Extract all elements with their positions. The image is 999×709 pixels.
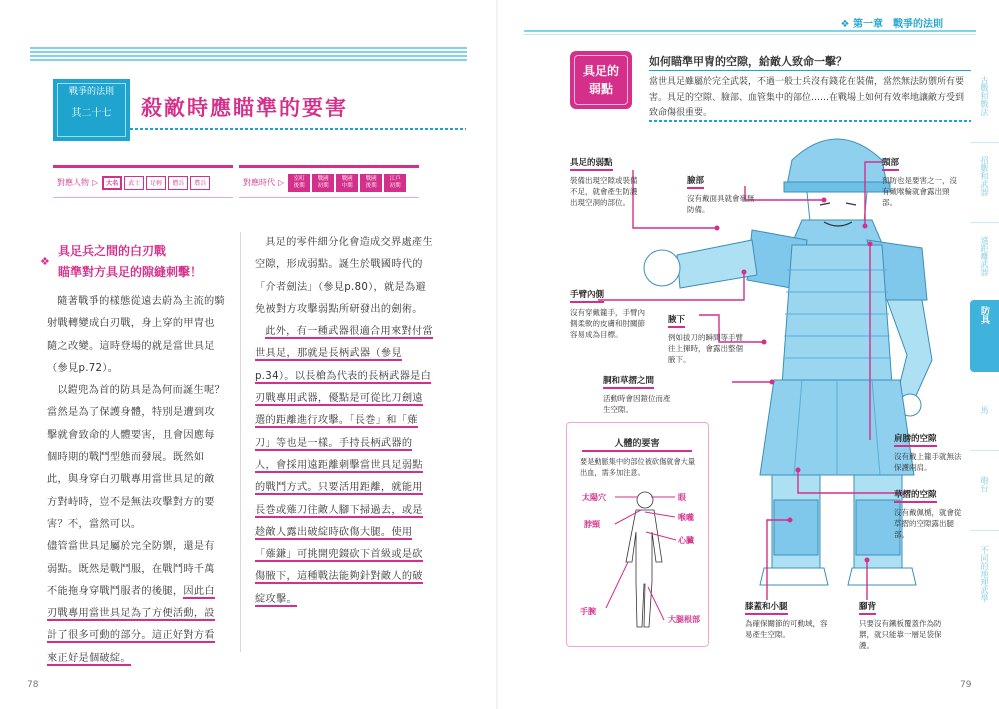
tab-chapter[interactable]: 馬	[980, 406, 989, 414]
callout-title-back: 腳背	[859, 600, 876, 615]
callout-title-weakness: 具足的弱點	[570, 156, 613, 171]
column-divider	[240, 232, 241, 652]
tab-chapter[interactable]: 古戰和戰法	[980, 76, 989, 116]
era-tag: 室町 後期	[288, 174, 310, 192]
tab-chapter[interactable]: 砲台	[980, 476, 989, 492]
callout-title-armpit: 腋下	[668, 313, 685, 328]
top-decorative-stripe	[30, 47, 467, 61]
vital-label: 手腕	[580, 607, 596, 616]
era-tag: 江戶 初期	[384, 174, 406, 192]
callout-text-knee: 為確保關節的可動域，容易產生空隙。	[745, 619, 828, 639]
vital-label: 眼	[678, 493, 686, 502]
left-page	[0, 0, 497, 709]
underlined-text: 此外，有一種武器很適合用來對付當世具足，那就是長柄武器（參見p.34）。	[255, 326, 433, 382]
vital-label: 心臟	[678, 536, 694, 545]
tab-chapter-active[interactable]: 防具	[970, 300, 999, 372]
chapter-title: 第一章 戰爭的法則	[853, 19, 943, 30]
diamond-icon: ❖	[40, 255, 50, 268]
paragraph	[255, 321, 433, 611]
callout-title-arm: 手臂內側	[570, 288, 604, 303]
era-tag: 戰國 後期	[360, 174, 382, 192]
heading-line2: 瞄準對方具足的隙縫刺擊！	[58, 265, 203, 279]
tab-chapter[interactable]: 遠距離武器	[980, 236, 989, 276]
rule-badge	[53, 79, 130, 141]
paragraph: 隨著戰爭的樣態從遠去蔚為主流的騎射戰轉變成白刃戰，身上穿的甲冑也隨之改變。這時登場的就是當世具足（參見p.72）。	[47, 296, 225, 374]
body-column-2	[255, 232, 433, 611]
arrow-right-icon: ▷	[92, 178, 99, 187]
target-tag: 武士	[124, 176, 144, 190]
bar-underline	[53, 197, 233, 198]
callout-text-skirt: 沒有戴佩楯，就會從草摺的空隙露出腿部。	[894, 508, 962, 539]
diamond-icon: ❖	[840, 19, 850, 30]
vital-points-text: 要是動脈集中的部位被砍傷就會大量出血，需多加注意。	[580, 457, 696, 477]
page-number: 78	[27, 680, 39, 690]
callout-text-weakness: 裝備出現空隙或裝備不足，就會產生防護出現空洞的部位。	[570, 176, 638, 207]
vital-points-title: 人體的要害	[614, 439, 660, 449]
underlined-text: 因此白刃戰專用當世具足為了方便活動，設計了很多可動的部分。這正好對方看來正好是個破綻。	[47, 585, 215, 664]
target-tag: 大名	[102, 176, 122, 190]
paragraph: 以鎧兜為首的防具是為何而誕生呢？當然是為了保護身體，特別是遭到攻擊就會致命的人體要害，且會因應每個時期的戰鬥型態而發展。既然如此，與身穿白刃戰專用當世具足的敵方對峙時，豈不是無法攻擊對方的要害？不，當然可以。	[47, 385, 225, 530]
badge-line1: 戰爭的法則	[68, 87, 114, 97]
badge-line2: 其二十七	[71, 108, 112, 119]
callout-text-armpit: 例如拔刀的瞬間等手臂往上揮時，會露出整個腋下。	[668, 333, 743, 364]
vital-label: 大腿根部	[668, 615, 700, 624]
body-column-1	[47, 291, 225, 670]
callout-text-back: 只要沒有鐵板覆蓋作為防禦，就只能靠一層足袋保護。	[859, 619, 942, 650]
callout-text-waist: 活動時會因鎧位而產生空隙。	[603, 394, 671, 414]
arrow-right-icon: ▷	[278, 178, 285, 187]
callout-title-shoulder: 肩膀的空隙	[894, 432, 937, 447]
callout-title-waist: 胴和草摺之間	[603, 374, 654, 389]
vital-label: 太陽穴	[582, 493, 606, 502]
callout-title-skirt: 草摺的空隙	[894, 488, 937, 503]
heading-line1: 具足兵之間的白刃戰	[58, 244, 167, 258]
bar-underline	[239, 197, 419, 198]
callout-title-face: 臉部	[687, 174, 704, 189]
badge-line2: 弱點	[588, 82, 613, 96]
question-title: 如何瞄準甲冑的空隙，給敵人致命一擊？	[649, 55, 847, 68]
callout-title-knee: 膝蓋和小腿	[745, 600, 788, 615]
tab-chapter[interactable]: 不同的地理武學	[980, 546, 989, 602]
tab-chapter[interactable]: 招數和武器	[980, 156, 989, 196]
callout-text-shoulder: 沒有戴上籠手就無法保護兩肩。	[894, 452, 962, 472]
badge-line1: 具足的	[582, 64, 619, 78]
era-bar-label: 對應時代	[243, 178, 275, 187]
target-tag: 僧兵	[168, 176, 188, 190]
callout-text-face: 沒有戴面具就會毫無防備。	[687, 194, 755, 214]
paragraph: 具足的零件細分化會造成交界處產生空隙，形成弱點。誕生於戰國時代的「介者劍法」（參見p.80），就是為避免被對方攻擊弱點所研發出的劍術。	[255, 237, 433, 315]
right-page	[502, 0, 999, 709]
target-person-bar	[53, 165, 233, 197]
vital-label: 喉嚨	[678, 513, 694, 522]
intro-text: 當世具足雖屬於完全武裝，不過一般士兵沒有錢花在裝備，當然無法防禦所有要害。具足的空隙、臉部、血管集中的部位……在戰場上如何有效率地讓敵方受到致命傷很重要。	[649, 77, 965, 118]
vital-label: 脖頸	[584, 520, 600, 529]
callout-title-neck: 頸部	[882, 156, 899, 171]
title-dotted-rule	[130, 128, 466, 130]
paragraph: 儘管當世具足屬於完全防禦，還是有弱點。既然是戰鬥服，在戰鬥時千萬不能拖身穿戰鬥服者的後腿，	[47, 541, 215, 597]
section-heading	[40, 241, 202, 283]
chapter-thumb-tabs	[970, 40, 999, 660]
target-era-bar	[239, 165, 419, 197]
target-tag: 足輕	[146, 176, 166, 190]
target-tag: 農兵	[190, 176, 210, 190]
underlined-text: 以長槍為代表的長柄武器是白刃戰專用武器，優點是可從比刀劍遠選的距離進行攻擊。「長巻」和「薙刀」等也是一樣。手持長柄武器的人，會採用遠距離刺擊當世具足弱點的戰鬥方式。只要活用距離，就能用長巻或薙刀往敵人腳下掃過去，或是趁敵人露出破綻時砍傷大腿。使用「薙鎌」可挑開兜錣砍下首級或是砍傷腋下，這種戰法能夠針對敵人的破綻攻擊。	[255, 370, 432, 605]
page-number: 79	[960, 680, 972, 690]
callout-text-neck: 預防也是要害之一，沒有戴喉輪就會露出頸部。	[882, 176, 957, 207]
target-bar-label: 對應人物	[57, 178, 89, 187]
era-tag: 戰國 初期	[312, 174, 334, 192]
callout-text-arm: 沒有穿戴籠手，手臂內側柔軟的皮膚和肘關節容易成為目標。	[570, 308, 645, 339]
era-tag: 戰國 中期	[336, 174, 358, 192]
page-title: 殺敵時應瞄準的要害	[141, 96, 348, 120]
